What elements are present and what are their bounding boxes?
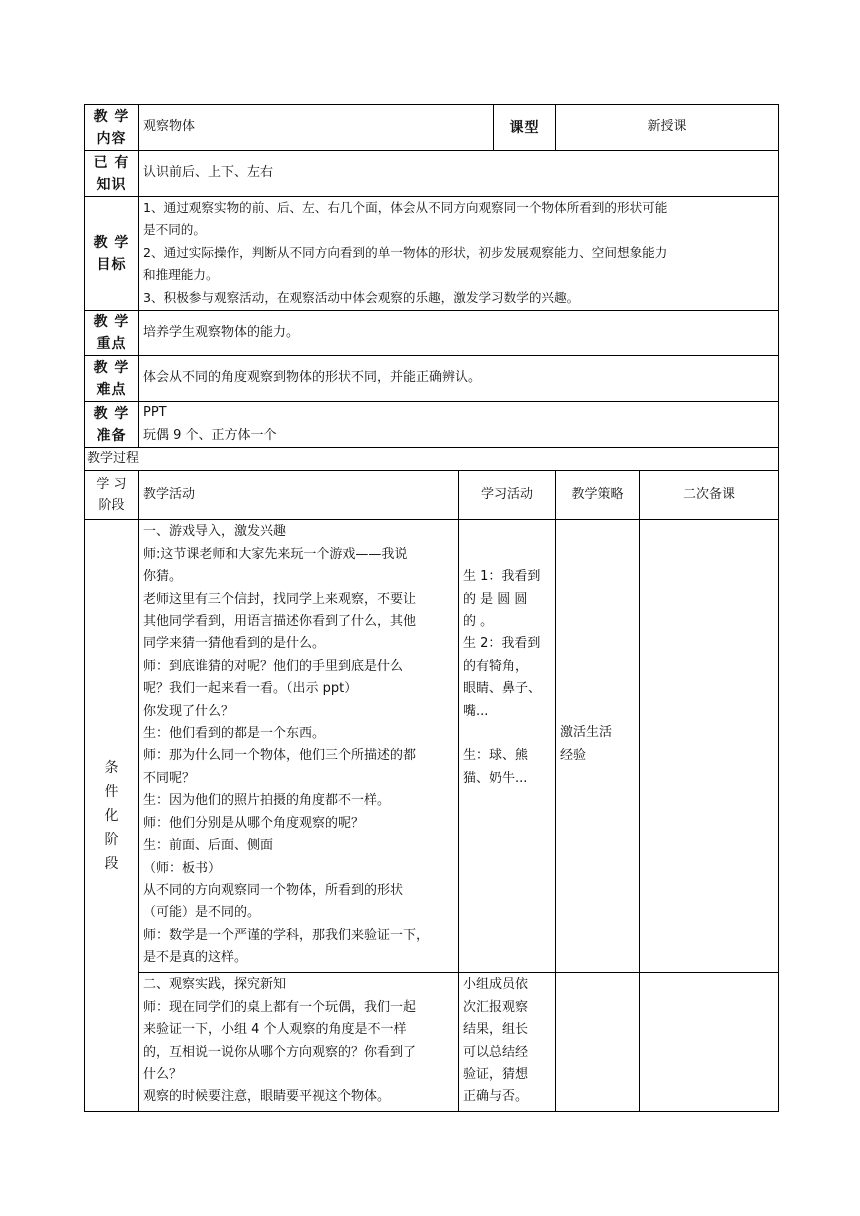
- row-goals: [85, 197, 779, 311]
- difficulty-label: 教 学 难点: [85, 356, 139, 402]
- col-stage-header: 学 习 阶段: [85, 471, 139, 520]
- prior-label: 已 有 知识: [85, 151, 139, 197]
- prep-label: 教 学 准备: [85, 402, 139, 448]
- col-strategy-header: 教学策略: [556, 471, 640, 520]
- focus-label: 教 学 重点: [85, 311, 139, 356]
- difficulty-value: 体会从不同的角度观察到物体的形状不同，并能正确辨认。: [139, 356, 779, 402]
- section-1-strategy: 激活生活 经验: [556, 520, 640, 973]
- row-prep: [85, 402, 779, 448]
- goals-label: 教 学 目标: [85, 197, 139, 311]
- section-1-student: 生 1：我看到 的 是 圆 圆 的 。 生 2：我看到 的有犄角， 眼睛、鼻子、 嘴... 生：球、熊 猫、奶牛...: [459, 520, 556, 973]
- col-second-header: 二次备课: [640, 471, 779, 520]
- goal-line: 是不同的。: [143, 222, 206, 238]
- row-process-title: [85, 448, 779, 471]
- row-section-2: [85, 973, 779, 1112]
- goal-line: 和推理能力。: [143, 267, 219, 283]
- row-column-headers: [85, 471, 779, 520]
- content-label: 教 学 内容: [85, 105, 139, 151]
- prep-value: PPT 玩偶 9 个、正方体一个: [139, 402, 779, 448]
- content-value: 观察物体: [139, 105, 494, 151]
- goal-line: 2、通过实际操作，判断从不同方向看到的单一物体的形状，初步发展观察能力、空间想象能力: [143, 244, 668, 260]
- goal-line: 3、积极参与观察活动，在观察活动中体会观察的乐趣，激发学习数学的兴趣。: [143, 289, 580, 305]
- goals-value: [139, 197, 779, 311]
- lesson-plan: [84, 104, 778, 1112]
- section-2-second: [640, 973, 779, 1112]
- process-title: 教学过程: [85, 448, 779, 471]
- row-prior: [85, 151, 779, 197]
- row-content: [85, 105, 779, 151]
- row-focus: [85, 311, 779, 356]
- goal-line: 1、通过观察实物的前、后、左、右几个面，体会从不同方向观察同一个物体所看到的形状可能: [143, 200, 668, 215]
- row-section-1: [85, 520, 779, 973]
- row-difficulty: [85, 356, 779, 402]
- focus-value: 培养学生观察物体的能力。: [139, 311, 779, 356]
- lesson-plan-table: [84, 104, 779, 1112]
- section-2-strategy: [556, 973, 640, 1112]
- type-label: 课型: [494, 105, 556, 151]
- col-student-header: 学习活动: [459, 471, 556, 520]
- section-1-second: [640, 520, 779, 973]
- col-teacher-header: 教学活动: [139, 471, 459, 520]
- stage-name: 条 件 化 阶 段: [85, 520, 139, 1112]
- section-2-teacher: 二、观察实践，探究新知 师：现在同学们的桌上都有一个玩偶，我们一起 来验证一下，小组 4 个人观察的角度是不一样 的，互相说一说你从哪个方向观察的？你看到了 什么？ 观察的时候要注意，眼睛要平视这个物体。: [139, 973, 459, 1112]
- section-1-teacher: 一、游戏导入，激发兴趣 师:这节课老师和大家先来玩一个游戏——我说 你猜。 老师这里有三个信封，找同学上来观察，不要让 其他同学看到，用语言描述你看到了什么，其他 同学来猜一猜他看到的是什么。 师：到底谁猜的对呢？他们的手里到底是什么 呢？我们一起来看一看。（出示 ppt） 你发现了什么？ 生：他们看到的都是一个东西。 师：那为什么同一个物体，他们三个所描述的都 不同呢？ 生：因为他们的照片拍摄的角度都不一样。 师：他们分别是从哪个角度观察的呢？ 生：前面、后面、侧面 （师：板书） 从不同的方向观察同一个物体，所看到的形状 （可能）是不同的。 师：数学是一个严谨的学科，那我们来验证一下， 是不是真的这样。: [139, 520, 459, 973]
- type-value: 新授课: [556, 105, 779, 151]
- prior-value: 认识前后、上下、左右: [139, 151, 779, 197]
- section-2-student: 小组成员依 次汇报观察 结果，组长 可以总结经 验证，猜想 正确与否。: [459, 973, 556, 1112]
